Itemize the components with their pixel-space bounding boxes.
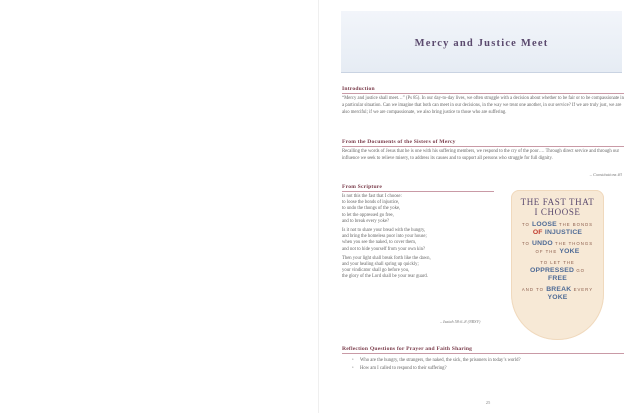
scripture-heading: From Scripture [342,184,383,190]
reflection-heading: Reflection Questions for Prayer and Faith Sharing [342,346,473,352]
fast-word: OF [532,228,543,236]
poem-line: Is it not to share your bread with the hungry, [342,228,426,234]
poem-line: to let the oppressed go free, [342,212,394,218]
fast-keyword: LOOSE [532,221,557,228]
fast-word: TO [521,241,530,247]
documents-text [342,148,624,162]
documents-paragraph: Recalling the words of Jesus that he is one with his suffering members, we respond to the cry of the poor…. Through direct service and through our influence we seek to relieve misery, to address its causes and to support all persons who struggle for full dignity. [342,149,620,161]
page-number: 25 [485,400,491,405]
list-item [352,365,622,373]
fast-keyword: UNDO [532,240,553,248]
fast-line-5 [511,259,604,267]
title-banner [341,11,622,73]
poem-line: to loose the bonds of injustice, [342,200,400,206]
fast-keyword: FREE [548,274,567,282]
fast-word: TO LET THE [540,260,575,266]
scripture-stanza-2 [342,228,502,253]
page-title: Mercy and Justice Meet [414,38,549,49]
introduction-rule [342,93,624,94]
scripture-credit: – Isaiah 58:6–8 (NRSV) [440,319,481,324]
introduction-heading: Introduction [342,86,375,92]
reflection-questions [352,357,622,373]
fast-line-9 [511,294,604,302]
fast-line-6 [511,267,604,275]
poem-line: and not to hide yourself from your own kin? [342,246,426,252]
fast-keyword: YOKE [547,293,568,301]
fast-word: THE BONDS [558,222,594,227]
introduction-paragraph: “Mercy and justice shall meet…” (Ps 85). In our day-to-day lives, we often struggle with a decision about whether to be fair or to be compassionate in a particular situation. Can we imagine that both can meet in our decisions, in the way we treat one another, in our service? If we are truly just, we are also merciful; if we are compassionate, we also bring justice to those who are suffering. [342,96,624,115]
introduction-text [342,95,624,116]
fast-keyword: BREAK [546,286,572,294]
poem-line: and bring the homeless poor into your house; [342,234,427,240]
fast-that-i-choose-graphic [511,190,604,340]
blank-left-page [0,0,318,413]
fast-keyword: OPPRESSED [530,266,575,274]
poem-line: the glory of the Lord shall be your rear guard. [342,274,428,280]
fast-word: EVERY [573,287,594,293]
fast-line-1 [511,221,604,229]
reflection-question: Who are the hungry, the strangers, the naked, the sick, the prisoners in today’s world? [360,358,521,363]
fast-title-line-2: I CHOOSE [534,207,581,217]
fast-keyword: INJUSTICE [544,228,583,236]
fast-line-8 [511,286,604,294]
documents-rule [342,146,624,147]
poem-line: and your healing shall spring up quickly; [342,262,419,268]
scripture-poem [342,194,502,284]
reflection-rule [342,353,624,354]
scripture-stanza-3 [342,256,502,281]
fast-keyword: YOKE [559,247,580,255]
fast-title-line-1: THE FAST THAT [520,197,595,207]
poem-line: Is not this the fast that I choose: [342,194,402,199]
scripture-rule [342,191,494,192]
fast-line-3 [511,240,604,248]
fast-line-7 [511,275,604,283]
fast-word: THE THONGS [554,241,594,247]
fast-graphic-text [511,190,604,301]
reflection-question: How am I called to respond to their suffering? [360,366,447,371]
bullet-icon: • [352,358,354,363]
fast-word: AND TO [521,287,544,293]
scripture-stanza-1 [342,194,502,225]
fast-line-4 [511,248,604,256]
fast-word: TO [521,222,530,227]
poem-line: when you see the naked, to cover them, [342,240,417,246]
fast-line-2 [511,229,604,237]
poem-line: Then your light shall break forth like the dawn, [342,255,431,261]
documents-heading: From the Documents of the Sisters of Mercy [342,139,456,145]
poem-line: and to break every yoke? [342,218,390,224]
documents-credit: – Constitutions #3 [589,172,622,177]
bullet-icon: • [352,366,354,371]
list-item [352,357,622,365]
poem-line: to undo the thongs of the yoke, [342,206,401,212]
fast-word: GO [576,267,585,273]
fast-word: OF THE [535,248,558,254]
poem-line: your vindicator shall go before you, [342,268,410,274]
